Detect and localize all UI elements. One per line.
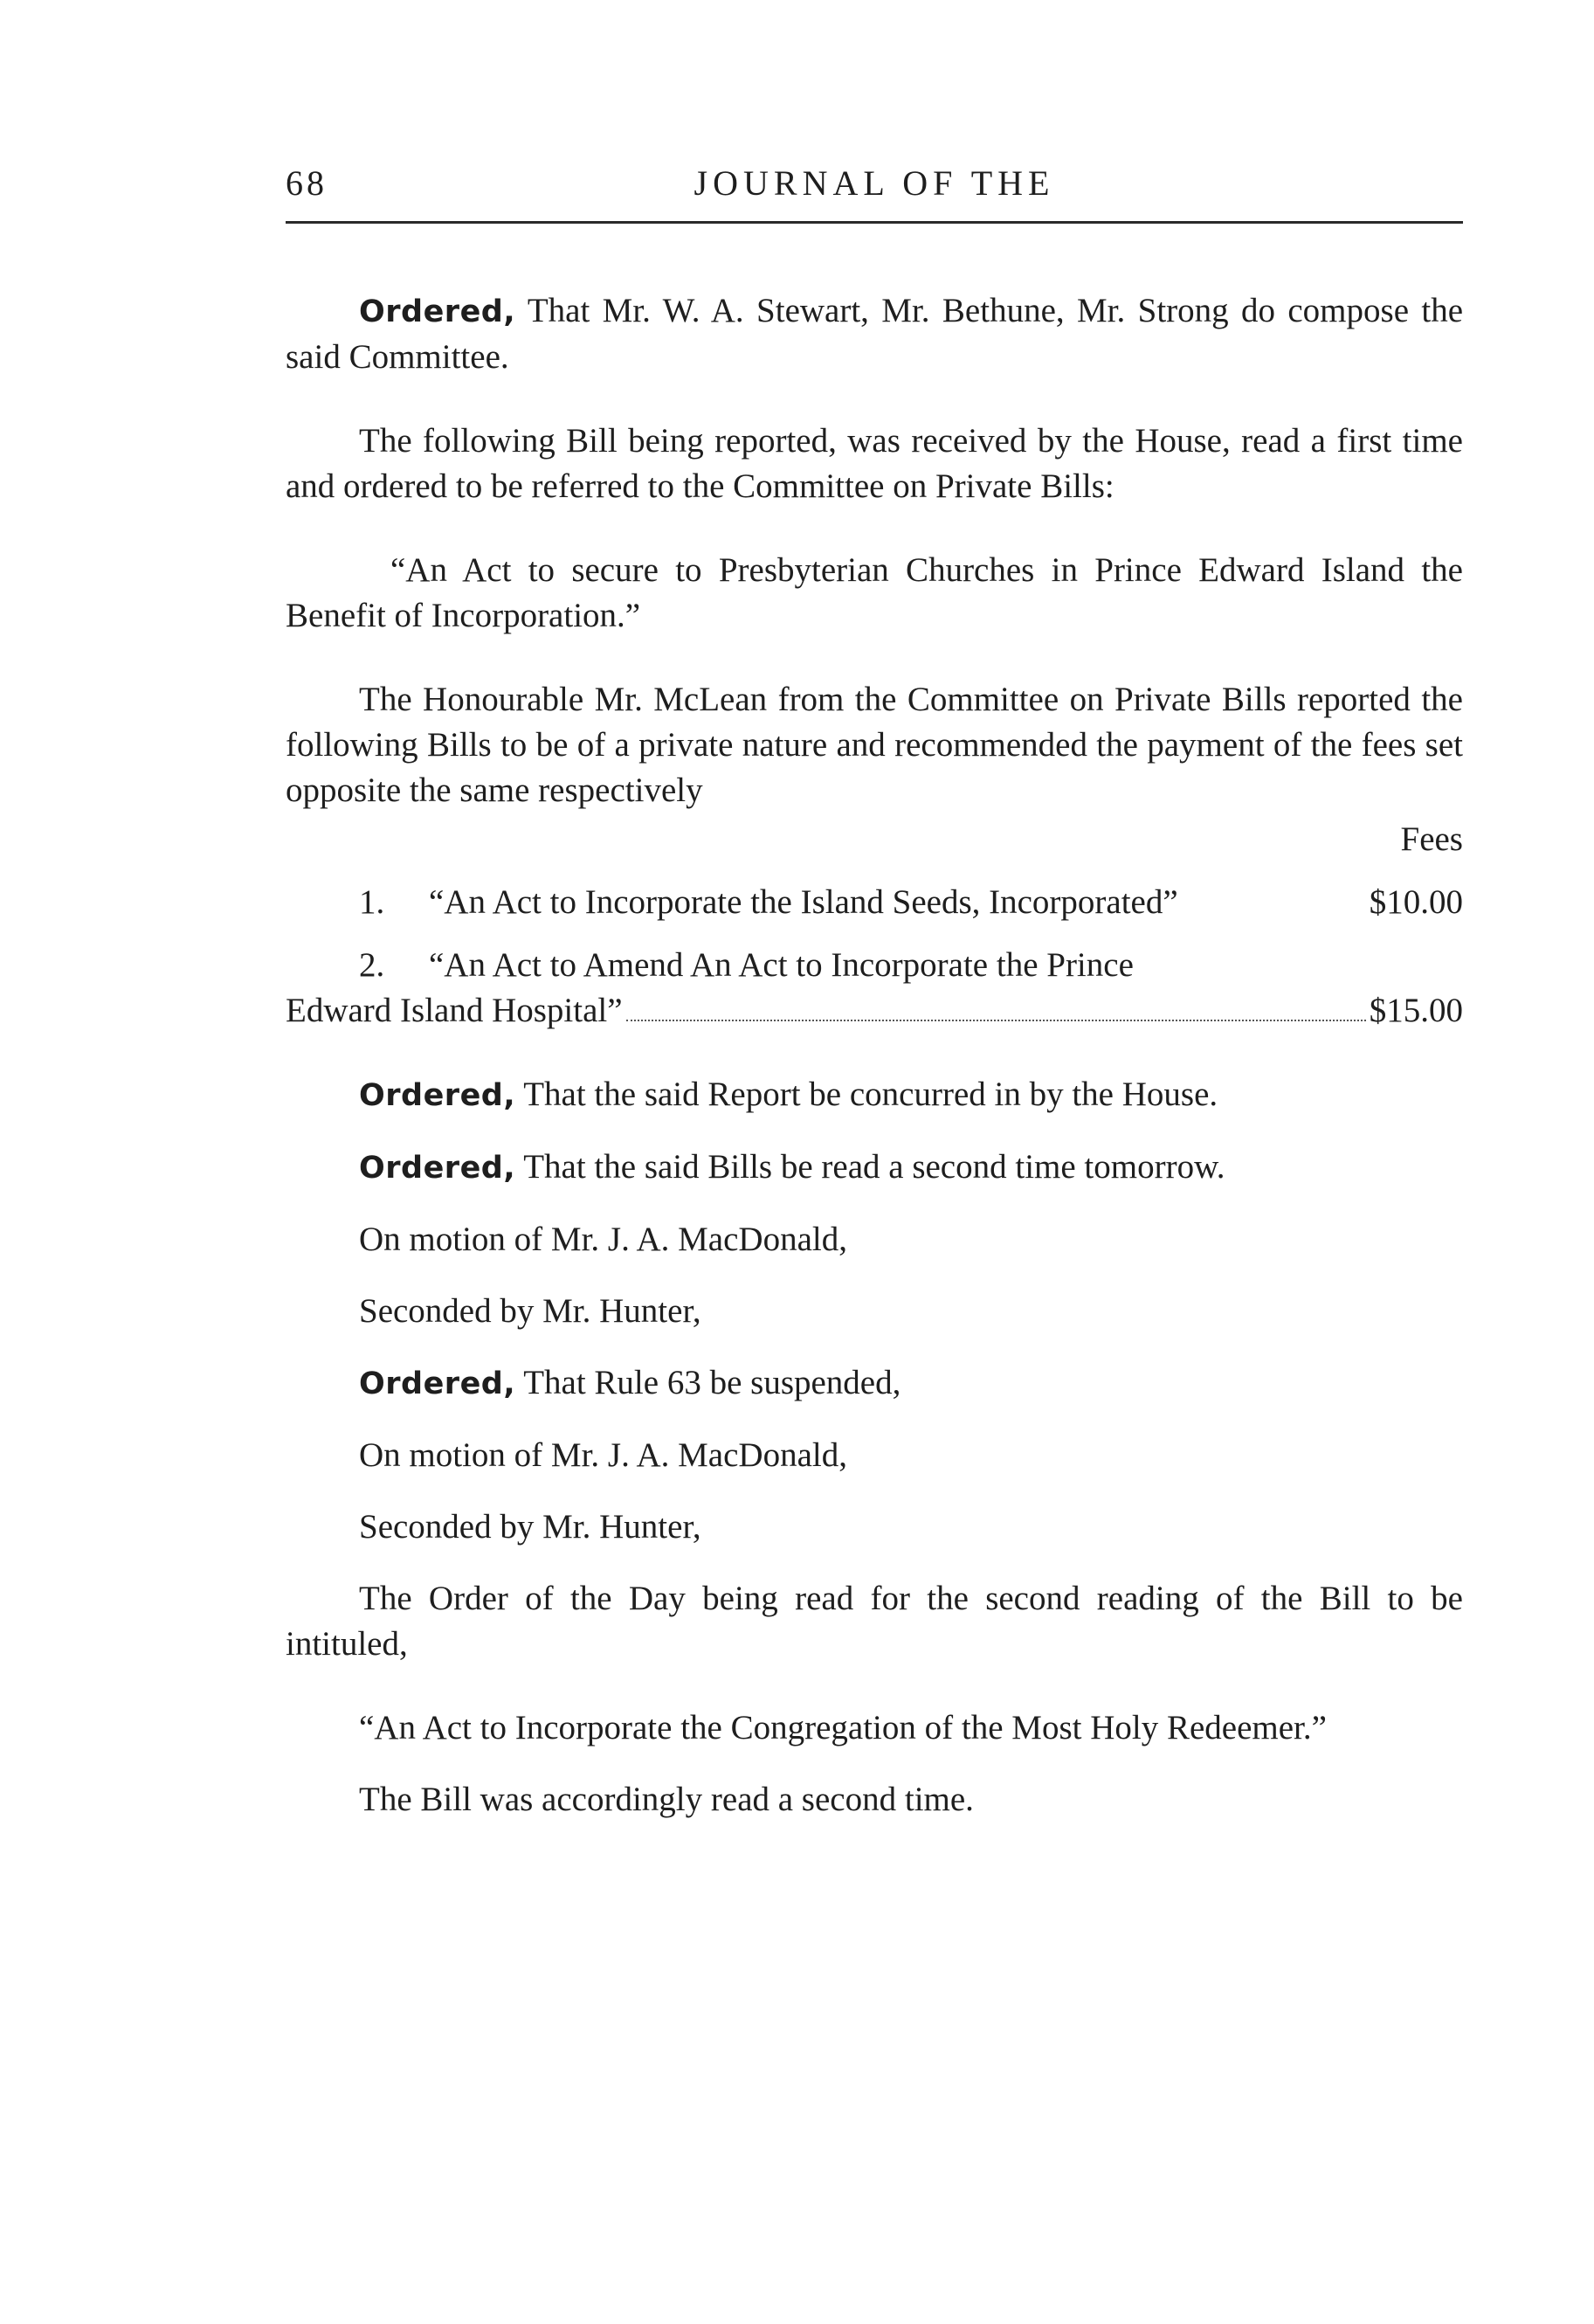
journal-body [286,288,1463,1823]
order-report-concurred [286,1072,1463,1118]
fees-heading: Fees [1400,820,1463,858]
order-second-reading [286,1145,1463,1191]
ordered-lead: Ordered, [359,1078,516,1113]
private-bills-report: The Honourable Mr. McLean from the Committee on Private Bills reported the following Bills to be of a private nature and recommended the payment of the fees set opposite the same respectively [286,681,1463,809]
order-of-day-paragraph: The Order of the Day being read for the second reading of the Bill to be intituled, [286,1580,1463,1663]
page-header [286,163,1463,215]
ordered-lead: Ordered, [359,1151,516,1186]
fee-item-2 [286,943,1463,1034]
fee-item-1 [286,880,1463,925]
ordered-lead: Ordered, [359,1366,516,1401]
fee-item-title-line1: “An Act to Amend An Act to Incorporate the Prince [429,946,1134,984]
fee-item-title-line2: Edward Island Hospital” [286,992,623,1029]
order-rule-suspended [286,1360,1463,1407]
fee-item-amount: $15.00 [1369,992,1463,1029]
motion-line: On motion of Mr. J. A. MacDonald, [359,1436,847,1474]
fee-item-number: 1. [359,883,385,921]
fee-item-amount: $10.00 [1369,883,1463,921]
fee-item-number: 2. [359,946,385,984]
paragraph-text: That Rule 63 be suspended, [523,1364,901,1401]
paragraph-text: That the said Report be concurred in by the House. [523,1076,1218,1113]
seconded-line: Seconded by Mr. Hunter, [359,1292,701,1330]
running-head: JOURNAL OF THE [693,163,1055,203]
bill-reported-paragraph: The following Bill being reported, was received by the House, read a first time and ordered to be referred to the Committee on Private Bills: [286,422,1463,505]
dot-leader [626,1020,1366,1021]
paragraph-text: That Mr. W. A. Stewart, Mr. Bethune, Mr. Strong do compose the said Committee. [286,292,1464,376]
motion-line: On motion of Mr. J. A. MacDonald, [359,1221,847,1258]
second-reading-result: The Bill was accordingly read a second time. [359,1781,974,1818]
ordered-lead: Ordered, [359,294,516,329]
header-rule [286,221,1463,224]
seconded-line: Seconded by Mr. Hunter, [359,1508,701,1546]
bill-title-presbyterian: “An Act to secure to Presbyterian Churches in Prince Edward Island the Benefit of Incorporation.” [286,551,1463,634]
paragraph-text: That the said Bills be read a second time tomorrow. [523,1148,1225,1186]
fee-item-title: “An Act to Incorporate the Island Seeds, Incorporated” [429,883,1178,921]
order-committee-composition [286,288,1463,380]
page-number: 68 [286,163,328,203]
bill-title-redeemer: “An Act to Incorporate the Congregation of the Most Holy Redeemer.” [359,1709,1327,1746]
